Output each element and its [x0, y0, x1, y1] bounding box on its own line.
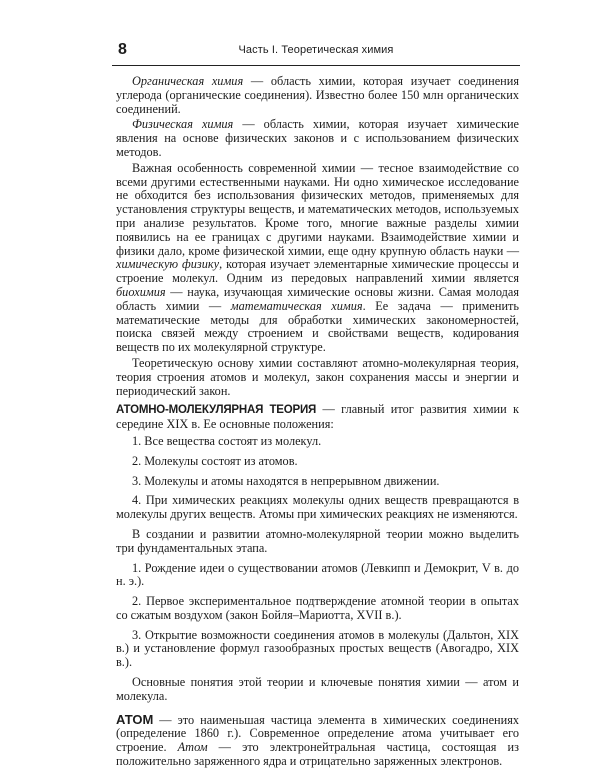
term-organic-chemistry: Органическая химия: [132, 74, 244, 88]
text-run: Важная особенность современной химии — тесное взаимодействие со всеми другими естественными науками. Ни одно химическое исследование не обходится без использования физических методов, применяемых для установления структуры веществ, и математических методов, используемых при анализе результатов. Кроме того, многие важные разделы химии появились на ее границах с другими науками. Взаимодействие химии и физики дало, кроме физической химии, еще одну крупную область науки —: [116, 160, 519, 258]
paragraph-organic-chemistry: [116, 75, 519, 116]
running-header: [112, 39, 520, 66]
stage-item: 3. Открытие возможности соединения атомов в молекулы (Дальтон, XIX в.) и установление формул газообразных простых веществ (Авогадро, XIX в.).: [116, 627, 519, 670]
paragraph-text: — область химии, которая изучает соединения углерода (органические соединения). Известно более 150 млн органических соединений.: [116, 74, 519, 116]
term-atomic-molecular-theory: АТОМНО-МОЛЕКУЛЯРНАЯ ТЕОРИЯ: [116, 404, 317, 417]
text-run: — это электронейтральная частица, состоящая из положительно заряженного ядра и отрицательно заряженных электронов.: [116, 740, 519, 769]
list-item: 1. Все вещества состоят из молекул.: [132, 433, 322, 448]
stage-item: 2. Первое экспериментальное подтверждение атомной теории в опытах со сжатым воздухом (закон Бойля–Мариотта, XVII в.).: [116, 594, 519, 622]
text-run: — главный итог развития химии к середине XIX в. Ее основные положения:: [116, 402, 520, 432]
section-atomic-molecular-theory: [116, 403, 519, 432]
term-biochemistry: биохимия: [116, 284, 166, 299]
list-item: 4. При химических реакциях молекулы одних веществ превращаются в молекулы других веществ. Атомы при химических реакциях не изменяются.: [116, 493, 519, 522]
paragraph-stages-intro: В создании и развитии атомно-молекулярной теории можно выделить три фундаментальных этапа.: [116, 526, 519, 555]
paragraph-modern-chemistry: [116, 162, 519, 355]
page-body: [116, 75, 519, 771]
running-title: Часть I. Теоретическая химия: [238, 44, 394, 56]
term-atom-italic: Атом: [177, 740, 208, 755]
text-run: , которая изучает элементарные химические процессы и строение молекул. Одним из передовых направлений химии является: [116, 257, 519, 286]
term-physical-chemistry: Физическая химия: [132, 117, 234, 132]
text-run: — наука, изучающая химические основы жизни. Самая молодая область химии —: [116, 284, 519, 313]
term-atom: АТОМ: [116, 711, 154, 727]
term-chemical-physics: химическую физику: [116, 257, 220, 272]
list-item: 2. Молекулы состоят из атомов.: [132, 453, 298, 468]
text-run: — это наименьшая частица элемента в химических соединениях (определение 1860 г.). Современное определение атома учитывает его строение.: [116, 712, 519, 755]
paragraph-physical-chemistry: [116, 118, 519, 159]
term-mathematical-chemistry: математическая химия: [230, 298, 363, 313]
text-run: . Ее задача — применить математические методы для обработки химических закономерностей, поиска связей между строением и свойствами веществ, кодирования веществ по их молекулярной структуре.: [116, 298, 520, 355]
paragraph-theoretical-basis: Теоретическую основу химии составляют атомно-молекулярная теория, теория строения атомов и молекул, закон сохранения массы и энергии и периодический закон.: [116, 355, 519, 398]
list-item: 3. Молекулы и атомы находятся в непрерывном движении.: [132, 473, 440, 488]
paragraph-text: — область химии, которая изучает химические явления на основе физических законов и с использованием физических методов.: [116, 117, 519, 159]
paragraph-key-concepts: Основные понятия этой теории и ключевые понятия химии — атом и молекула.: [116, 675, 519, 703]
section-atom: [116, 713, 519, 769]
stage-item: 1. Рождение идеи о существовании атомов (Левкипп и Демокрит, V в. до н. э.).: [116, 560, 519, 589]
page-number: 8: [118, 41, 127, 58]
